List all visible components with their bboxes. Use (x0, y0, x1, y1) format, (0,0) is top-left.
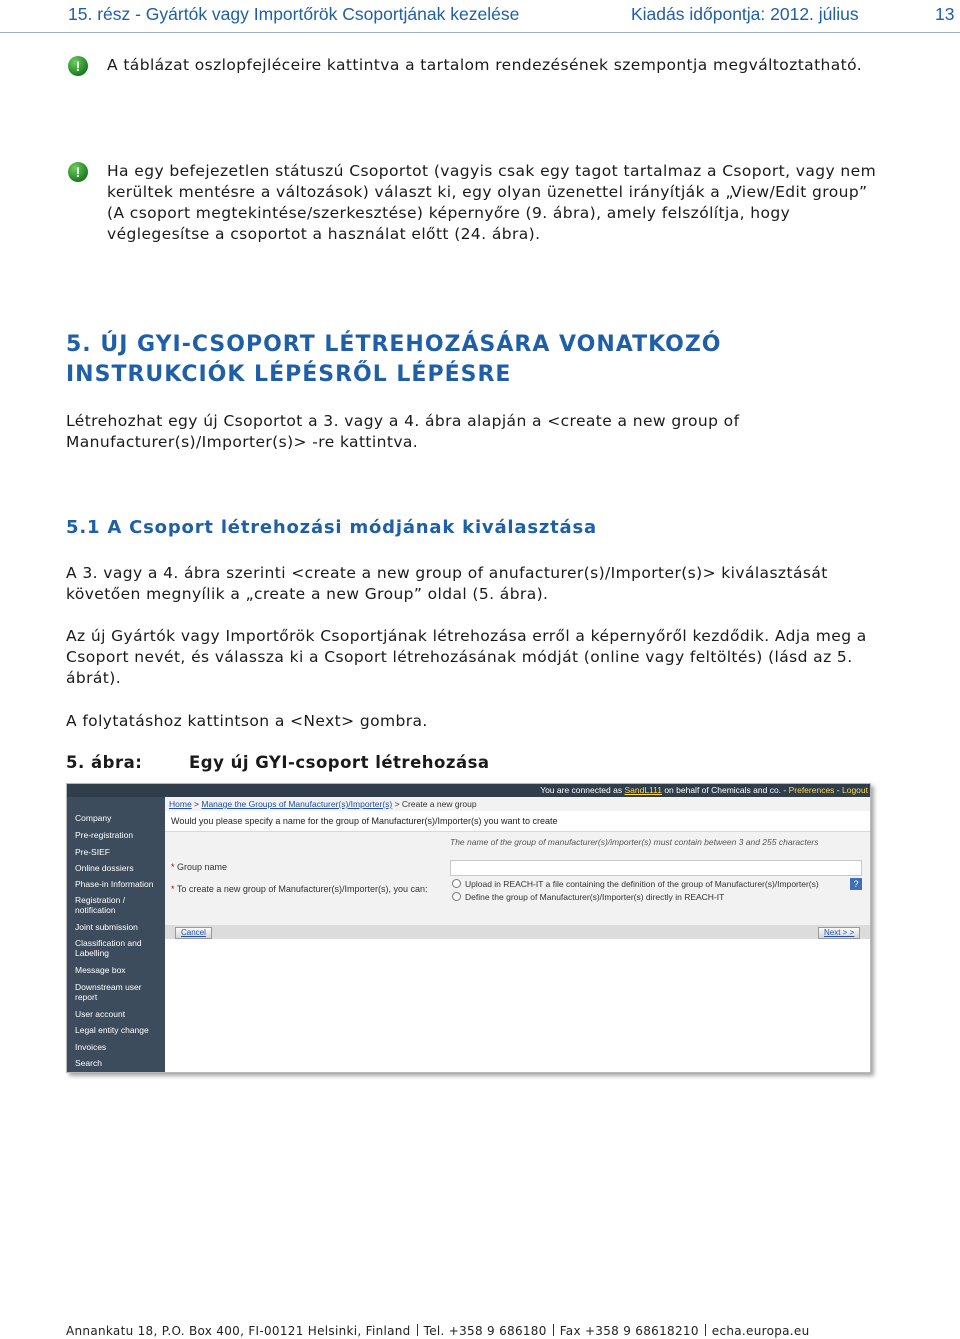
section-intro: Létrehozhat egy új Csoportot a 3. vagy a 4. ábra alapján a <create a new group of Manufacturer(s)/Importer(s)> -re kattintva. (66, 412, 740, 451)
note-text: A táblázat oszlopfejléceire kattintva a tartalom rendezésének szempontja megváltoztatható. (107, 56, 863, 74)
option-define-online[interactable]: Define the group of Manufacturer(s)/Importer(s) directly in REACH-IT (452, 892, 724, 902)
radio-define-online[interactable] (452, 892, 461, 901)
user-link[interactable]: SandL111 (624, 785, 662, 795)
paragraph-3: A folytatáshoz kattintson a <Next> gombra. (66, 712, 428, 730)
sidebar-item-phase-in[interactable]: Phase-in Information (75, 879, 154, 889)
footer-address: Annankatu 18, P.O. Box 400, FI-00121 Helsinki, Finland (66, 1324, 411, 1338)
next-button[interactable]: Next > > (818, 927, 860, 939)
sidebar-item-message-box[interactable]: Message box (75, 965, 126, 975)
sidebar-item-user-account[interactable]: User account (75, 1009, 126, 1019)
group-name-label: * Group name (171, 862, 228, 872)
help-icon[interactable]: ? (850, 878, 862, 890)
question-text: Would you please specify a name for the group of Manufacturer(s)/Importer(s) you want to create (171, 816, 558, 826)
page-footer (66, 1324, 810, 1338)
option-upload[interactable]: Upload in REACH-IT a file containing the definition of the group of Manufacturer(s)/Importer(s) (452, 879, 819, 889)
group-name-input[interactable] (450, 860, 862, 876)
section-heading: 5. ÚJ GYI-CSOPORT LÉTREHOZÁSÁRA VONATKOZÓ INSTRUKCIÓK LÉPÉSRŐL LÉPÉSRE (66, 332, 722, 387)
sidebar-item-legal-entity[interactable]: Legal entity change (75, 1025, 149, 1035)
question-bar (165, 811, 870, 832)
breadcrumb-home[interactable]: Home (169, 799, 192, 809)
paragraph-2: Az új Gyártók vagy Importőrök Csoportjának létrehozása erről a képernyőről kezdődik. Adja meg a Csoport nevét, és válassza ki a Csoport létrehozásának módját (online vagy feltöltés) (lásd az 5. ábrát). (66, 627, 867, 687)
sidebar-item-online-dossiers[interactable]: Online dossiers (75, 863, 134, 873)
preferences-link[interactable]: Preferences (788, 785, 835, 795)
page-header (0, 0, 960, 33)
header-title: 15. rész - Gyártók vagy Importőrök Csoportjának kezelése (68, 4, 520, 24)
sidebar-item-invoices[interactable]: Invoices (75, 1042, 107, 1052)
paragraph-1: A 3. vagy a 4. ábra szerinti <create a new group of anufacturer(s)/Importer(s)> kiválasztását követően megnyílik a „create a new Group” oldal (5. ábra). (66, 564, 828, 603)
page-number: 13 (935, 4, 955, 24)
sidebar-item-registration[interactable]: Registration / notification (75, 895, 126, 915)
sidebar-item-joint-submission[interactable]: Joint submission (75, 922, 138, 932)
exclamation-icon: ! (68, 162, 88, 182)
logout-link[interactable]: Logout (842, 785, 868, 795)
group-name-hint: The name of the group of manufacturer(s)/importer(s) must contain between 3 and 255 characters (450, 837, 819, 847)
radio-upload[interactable] (452, 879, 461, 888)
screenshot-topbar: You are connected as SandL111 on behalf of Chemicals and co. - Preferences - Logout (67, 784, 870, 797)
figure-label: 5. ábra: (66, 753, 143, 772)
sidebar-item-classification[interactable]: Classification and Labelling (75, 938, 142, 958)
note-sorting (68, 55, 888, 76)
footer-web: echa.europa.eu (711, 1324, 810, 1338)
footer-fax: Fax +358 9 68618210 (559, 1324, 699, 1338)
sidebar-item-pre-registration[interactable]: Pre-registration (75, 830, 134, 840)
method-label: * To create a new group of Manufacturer(s)/Importer(s), you can: (171, 884, 428, 894)
breadcrumb: Home > Manage the Groups of Manufacturer(s)/Importer(s) > Create a new group (169, 799, 477, 809)
figure-title: Egy új GYI-csoport létrehozása (189, 753, 490, 772)
sidebar-item-downstream[interactable]: Downstream user report (75, 982, 142, 1002)
sidebar-item-company[interactable]: Company (75, 813, 112, 823)
breadcrumb-manage-groups[interactable]: Manage the Groups of Manufacturer(s)/Importer(s) (201, 799, 393, 809)
exclamation-icon: ! (68, 56, 88, 76)
footer-tel: Tel. +358 9 686180 (423, 1324, 547, 1338)
cancel-button[interactable]: Cancel (175, 927, 212, 939)
sidebar-item-search[interactable]: Search (75, 1058, 102, 1068)
breadcrumb-current: Create a new group (401, 799, 477, 809)
button-bar (165, 925, 870, 939)
subsection-heading: 5.1 A Csoport létrehozási módjának kiválasztása (66, 517, 597, 538)
note-text: Ha egy befejezetlen státuszú Csoportot (vagyis csak egy tagot tartalmaz a Csoport, vagy nem kerültek mentésre a változások) választ ki, egy olyan üzenettel irányítják a „View/Edit group” (A csoport megtekintése/szerkesztése) képernyőre (9. ábra), amely felszólítja, hogy véglegesítse a csoportot a használat előtt (24. ábra). (107, 162, 877, 243)
note-incomplete-group (68, 161, 888, 245)
screenshot-sidebar (67, 797, 165, 1072)
reach-it-screenshot (66, 783, 871, 1073)
empty-content-area (165, 939, 870, 1072)
sidebar-item-pre-sief[interactable]: Pre-SIEF (75, 847, 110, 857)
figure-caption (66, 753, 490, 772)
header-issue-date: Kiadás időpontja: 2012. július (631, 4, 859, 24)
